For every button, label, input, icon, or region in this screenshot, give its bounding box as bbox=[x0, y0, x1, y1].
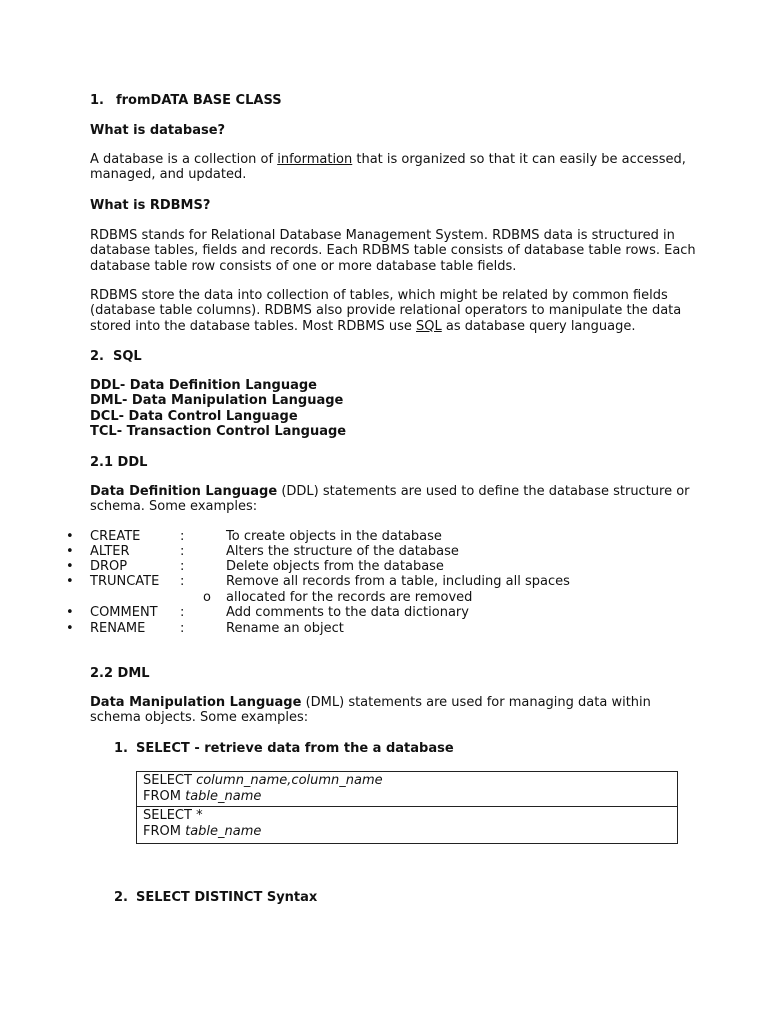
question-database: What is database? bbox=[90, 123, 226, 138]
heading-1 bbox=[90, 93, 282, 108]
select-code-row-2: SELECT * FROM table_name bbox=[137, 806, 677, 843]
heading-ddl: 2.1 DDL bbox=[90, 455, 148, 470]
ddl-command-desc: Delete objects from the database bbox=[226, 559, 444, 574]
heading-1-title: fromDATA BASE CLASS bbox=[115, 93, 282, 108]
list-bullet: • bbox=[66, 544, 74, 559]
select-heading-title: SELECT - retrieve data from the a database bbox=[135, 741, 454, 756]
heading-2-number: 2. bbox=[90, 349, 104, 364]
heading-dml: 2.2 DML bbox=[90, 666, 150, 681]
ddl-command-sep: : bbox=[180, 621, 185, 636]
ddl-command-desc: To create objects in the database bbox=[226, 529, 442, 544]
ddl-command-name: COMMENT bbox=[90, 605, 158, 620]
select-code-row-1: SELECT column_name,column_name FROM table_name bbox=[143, 773, 383, 804]
sql-language-list bbox=[90, 378, 680, 439]
ddl-command-name: DROP bbox=[90, 559, 128, 574]
information-link[interactable]: information bbox=[277, 152, 353, 167]
rdbms-paragraph-2: RDBMS store the data into collection of tables, which might be related by common fields (database table columns). RDBMS also provide relational operators to manipulate the data stored into the database tables. Most RDBMS use SQL as database query language. bbox=[90, 288, 682, 334]
list-bullet: • bbox=[66, 559, 74, 574]
heading-2-title: SQL bbox=[112, 349, 142, 364]
select-heading bbox=[114, 741, 454, 756]
list-bullet: • bbox=[66, 605, 74, 620]
ddl-command-name: RENAME bbox=[90, 621, 146, 636]
list-bullet: • bbox=[66, 621, 74, 636]
list-bullet: • bbox=[66, 529, 74, 544]
sql-link[interactable]: SQL bbox=[416, 318, 442, 334]
ddl-command-desc: Alters the structure of the database bbox=[226, 544, 459, 559]
ddl-command-desc: allocated for the records are removed bbox=[226, 590, 473, 605]
select-code-box bbox=[136, 771, 678, 844]
heading-2 bbox=[90, 349, 142, 364]
dml-intro: Data Manipulation Language (DML) statements are used for managing data within schema objects. Some examples: bbox=[90, 695, 651, 726]
sql-lang-dcl: DCL- Data Control Language bbox=[90, 408, 298, 424]
distinct-heading bbox=[114, 890, 317, 905]
select-heading-number: 1. bbox=[114, 741, 128, 756]
database-definition: A database is a collection of information that is organized so that it can easily be accessed, managed, and updated. bbox=[90, 152, 686, 183]
distinct-heading-title: SELECT DISTINCT Syntax bbox=[135, 890, 318, 905]
question-rdbms: What is RDBMS? bbox=[90, 198, 211, 213]
ddl-command-name: CREATE bbox=[90, 529, 141, 544]
ddl-command-sep: : bbox=[180, 559, 185, 574]
sql-lang-ddl: DDL- Data Definition Language bbox=[90, 378, 317, 393]
ddl-command-sep: : bbox=[180, 544, 185, 559]
ddl-command-desc: Add comments to the data dictionary bbox=[226, 605, 469, 620]
ddl-command-sep: : bbox=[180, 529, 185, 544]
ddl-command-desc: Rename an object bbox=[226, 621, 344, 636]
ddl-command-sep: : bbox=[180, 574, 185, 589]
heading-1-number: 1. bbox=[90, 93, 104, 108]
ddl-command-name: TRUNCATE bbox=[90, 574, 160, 589]
sql-lang-dml: DML- Data Manipulation Language bbox=[90, 393, 344, 409]
list-sub-bullet: o bbox=[203, 590, 211, 605]
sql-lang-tcl: TCL- Transaction Control Language bbox=[90, 423, 347, 439]
list-bullet: • bbox=[66, 574, 74, 589]
ddl-command-desc: Remove all records from a table, including all spaces bbox=[226, 574, 570, 589]
distinct-heading-number: 2. bbox=[114, 890, 128, 905]
ddl-command-sep: : bbox=[180, 605, 185, 620]
ddl-command-name: ALTER bbox=[90, 544, 130, 559]
rdbms-paragraph-1: RDBMS stands for Relational Database Management System. RDBMS data is structured in database tables, fields and records. Each RDBMS table consists of database table rows. Each database table row consists of one or more database table fields. bbox=[90, 228, 696, 274]
ddl-intro: Data Definition Language (DDL) statements are used to define the database structure or schema. Some examples: bbox=[90, 484, 690, 515]
